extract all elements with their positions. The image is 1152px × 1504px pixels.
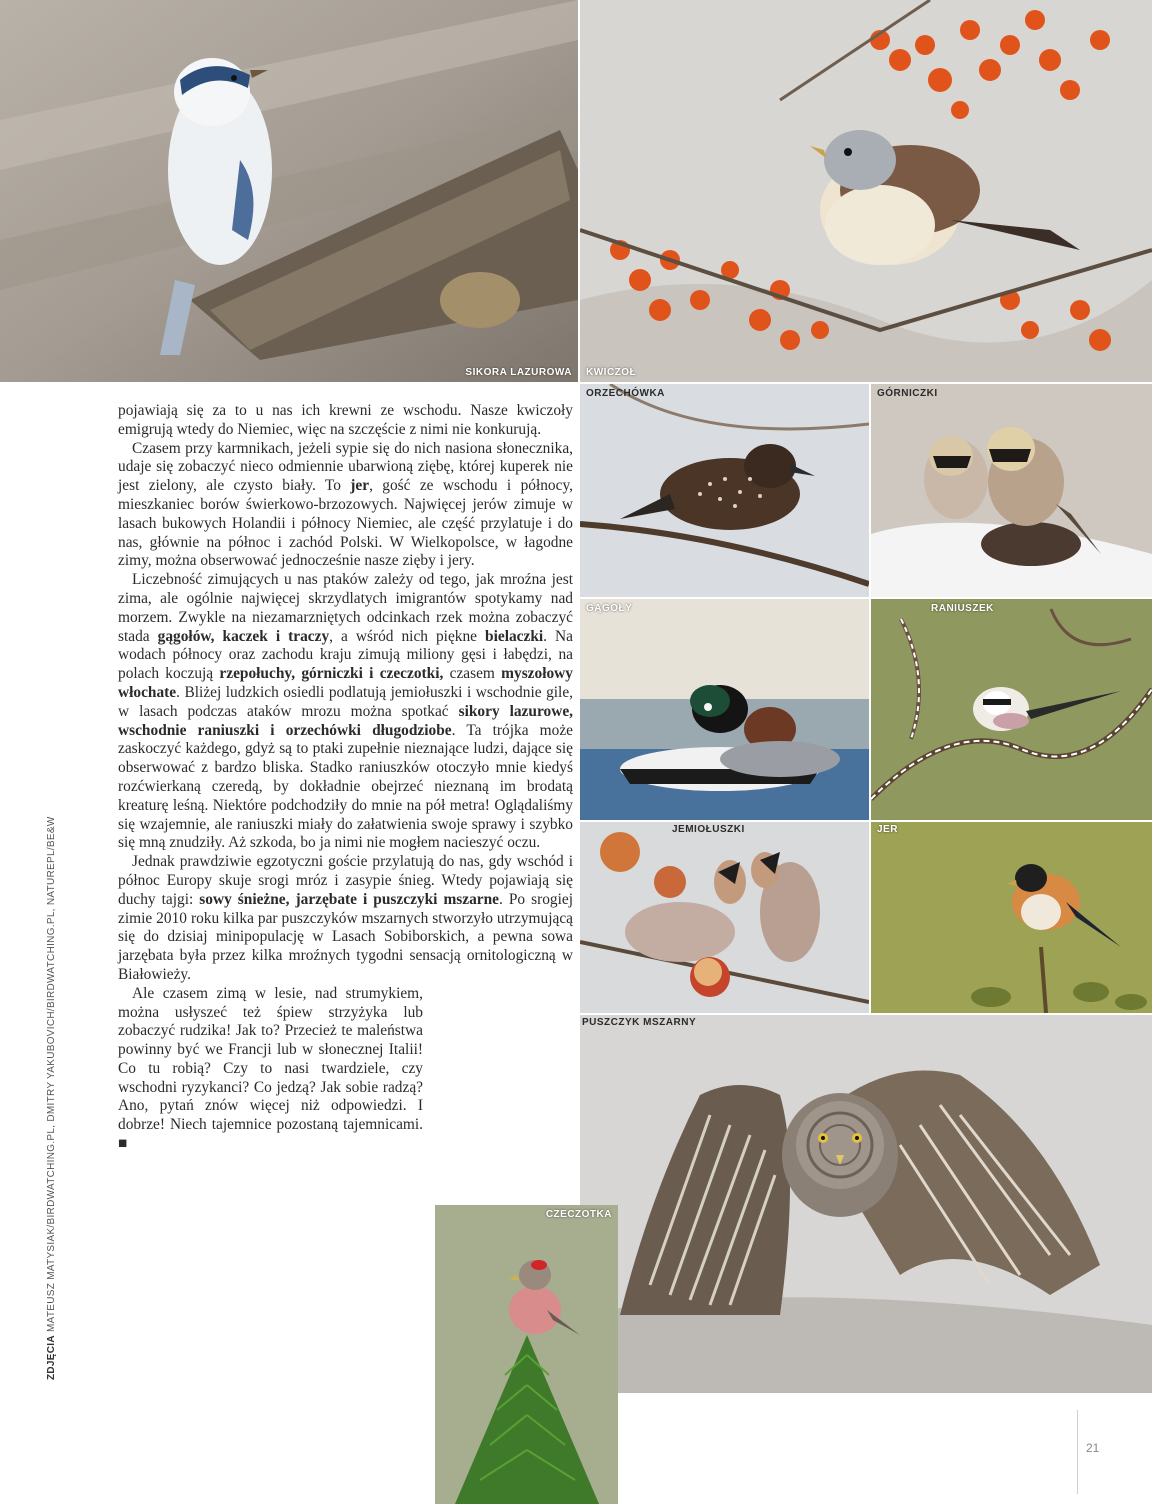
- caption-orzechowka: ORZECHÓWKA: [586, 388, 665, 399]
- paragraph-3: Liczebność zimujących u nas ptaków zależy od tego, jak mroźna jest zima, ale ogólnie najwięcej skrzydlatych imigrantów spotykamy nad morzem. Zwykle na niezamarzniętych odcinkach rzek można zobaczyć stada gągołów, kaczek i traczy, a wśród nich piękne bielaczki. Na wodach północy oraz zachodu kraju zimują miliony gęsi i łabędzi, na polach koczują rzepołuchy, górniczki i czeczotki, czasem myszołowy włochate. Bliżej ludzkich osiedli podlatują jemiołuszki i wschodnie gile, w lasach podczas ataków mrozu można spotkać sikory lazurowe, wschodnie raniuszki i orzechówki długodziobe. Ta trójka może zaskoczyć każdego, gdyż są to ptaki zupełnie nieznające ludzi, dające się obserwować z bardzo bliska. Stadko raniuszków otoczyło mnie kiedyś rozćwierkaną czeredą, by dokładnie obejrzeć nieznaną im brodatą kreaturę leśną. Niektóre podchodziły do mnie na pół metra! Oglądaliśmy się wzajemnie, ale raniuszki miały do załatwienia swoje sprawy i szybko się mną znudziły. Aż szkoda, bo ja nimi nie mogłem nacieszyć oczu.: [118, 571, 573, 852]
- photo-jemioluszki: [580, 822, 869, 1013]
- credit-label: ZDJĘCIA: [46, 1335, 57, 1380]
- page-number-rule: [1077, 1410, 1078, 1494]
- page-number: 21: [1086, 1441, 1100, 1455]
- article-body: [118, 402, 573, 1154]
- photo-gorniczki: [871, 384, 1152, 597]
- photo-puszczyk-mszarny: [580, 1015, 1152, 1393]
- photo-czeczotka: [435, 1205, 618, 1504]
- photo-kwiczol: [580, 0, 1152, 382]
- paragraph-4: Jednak prawdziwie egzotyczni goście przylatują do nas, gdy wschód i północ Europy skuje srogi mróz i zasypie śnieg. Wtedy pojawiają się duchy tajgi: sowy śnieżne, jarzębate i puszczyki mszarne. Po srogiej zimie 2010 roku kilka par puszczyków mszarnych stworzyło utrzymującą się do dzisiaj minipopulację w Lasach Sobiborskich, a pewna sowa jarzębata była przez kilka mroźnych tygodni sensacją ornitologiczną w Białowieży.: [118, 853, 573, 983]
- caption-jer: JER: [877, 824, 898, 835]
- paragraph-2: Czasem przy karmnikach, jeżeli sypie się do nich nasiona słonecznika, udaje się zobaczyć nieco odmiennie ubarwioną ziębę, której kuperek nie jest zielony, ale czysto biały. To jer, gość ze wschodu i północy, mieszkaniec borów świerkowo-brzozowych. Najwięcej jerów zimuje w lasach bukowych Holandii i północy Niemiec, ale część przylatuje i do nas, głównie na północ i zachód Polski. W Wielkopolsce, w łagodne zimy, można obserwować jednocześnie nasze zięby i jery.: [118, 439, 573, 570]
- photo-raniuszek: [871, 599, 1152, 820]
- caption-sikora: SIKORA LAZUROWA: [465, 367, 572, 378]
- photo-sikora-lazurowa: [0, 0, 578, 382]
- caption-czeczotka: CZECZOTKA: [545, 1209, 612, 1220]
- caption-puszczyk: PUSZCZYK MSZARNY: [582, 1017, 697, 1028]
- credit-text: MATEUSZ MATYSIAK/BIRDWATCHING.PL, DMITRY YAKUBOVICH/BIRDWATCHING.PL, NATUREPL/BE&W: [46, 816, 57, 1333]
- caption-jemioluszki: JEMIOŁUSZKI: [672, 824, 745, 835]
- end-mark: ■: [118, 1135, 128, 1153]
- paragraph-5: Ale czasem zimą w lesie, nad strumykiem, można usłyszeć też śpiew strzyżyka lub zobaczyć rudzika! Jak to? Przecież te maleństwa powinny być we Francji lub w słonecznej Italii! Co tu robią? Czy to nasi twardziele, czy wschodni ryzykanci? Co jedzą? Jak sobie radzą? Ano, pytań znów więcej niż odpowiedzi. I dobrze! Niech tajemnice pozostaną tajemnicami. ■: [118, 984, 423, 1153]
- photo-credit: [46, 816, 57, 1380]
- photo-gagoly: [580, 599, 869, 820]
- paragraph-1: pojawiają się za to u nas ich krewni ze wschodu. Nasze kwiczoły emigrują wtedy do Niemiec, więc na szczęście z nimi nie konkurują.: [118, 402, 573, 438]
- caption-raniuszek: RANIUSZEK: [931, 603, 994, 614]
- photo-orzechowka: [580, 384, 869, 597]
- caption-gagoly: GĄGOŁY: [586, 603, 633, 614]
- photo-jer: [871, 822, 1152, 1013]
- caption-gorniczki: GÓRNICZKI: [877, 388, 938, 399]
- caption-kwiczol: KWICZOŁ: [586, 367, 637, 378]
